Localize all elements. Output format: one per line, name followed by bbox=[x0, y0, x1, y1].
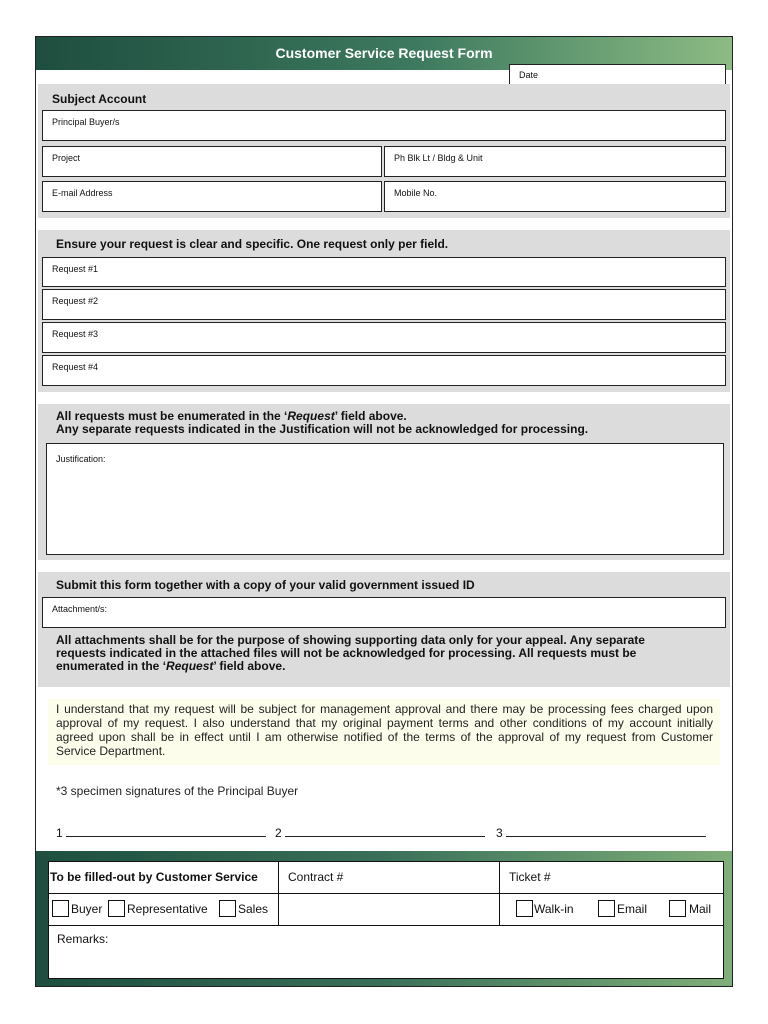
justification-label: Justification: bbox=[56, 454, 106, 464]
cs-divider-1 bbox=[278, 862, 279, 926]
principal-buyer-field[interactable] bbox=[42, 110, 726, 141]
principal-buyer-label: Principal Buyer/s bbox=[52, 117, 120, 127]
signature-1[interactable] bbox=[56, 826, 266, 840]
attachments-note-line-2: requests indicated in the attached files will not be acknowledged for processing. All requests must be bbox=[56, 646, 637, 660]
justification-field[interactable] bbox=[46, 443, 724, 555]
representative-checkbox[interactable] bbox=[108, 900, 125, 917]
signature-3-line bbox=[506, 826, 706, 837]
signature-1-number: 1 bbox=[56, 826, 63, 840]
attachments-label: Attachment/s: bbox=[52, 604, 108, 614]
form-title: Customer Service Request Form bbox=[275, 45, 493, 61]
signature-1-line bbox=[66, 826, 266, 837]
sales-label: Sales bbox=[238, 902, 269, 916]
mobile-field[interactable] bbox=[384, 181, 726, 212]
buyer-label: Buyer bbox=[71, 902, 103, 916]
agreement-text: I understand that my request will be subject for management approval and there may be processing fees charged upon approval of my request. I also understand that my original payment terms and other conditions of my account initially agreed upon shall be in effect until I am otherwise notified of the terms of the approval of my request from Customer Service Department. bbox=[56, 702, 713, 758]
date-label: Date bbox=[519, 70, 539, 80]
request-1-label: Request #1 bbox=[52, 264, 99, 274]
cs-row-divider-1 bbox=[49, 893, 723, 894]
walkin-checkbox[interactable] bbox=[516, 900, 533, 917]
customer-service-table bbox=[48, 861, 724, 979]
walkin-label: Walk-in bbox=[534, 902, 574, 916]
mail-label: Mail bbox=[689, 902, 712, 916]
unit-field[interactable] bbox=[384, 146, 726, 177]
request-2-field[interactable] bbox=[42, 289, 726, 320]
ticket-label: Ticket # bbox=[509, 870, 551, 884]
representative-label: Representative bbox=[127, 902, 208, 916]
requests-heading: Ensure your request is clear and specific. One request only per field. bbox=[56, 237, 449, 251]
cs-row-divider-2 bbox=[49, 925, 723, 926]
email-label: E-mail Address bbox=[52, 188, 113, 198]
signature-2[interactable] bbox=[275, 826, 485, 840]
specimen-note: *3 specimen signatures of the Principal Buyer bbox=[56, 784, 299, 798]
signature-3[interactable] bbox=[496, 826, 706, 840]
cs-divider-2 bbox=[499, 862, 500, 926]
remarks-label: Remarks: bbox=[57, 932, 109, 946]
attachments-field[interactable] bbox=[42, 597, 726, 628]
attachments-note bbox=[56, 634, 645, 673]
signature-3-number: 3 bbox=[496, 826, 503, 840]
project-label: Project bbox=[52, 153, 81, 163]
attachments-note-line-3: enumerated in the ‘Request’ field above. bbox=[56, 659, 286, 673]
email-checkbox[interactable] bbox=[598, 900, 615, 917]
justification-note bbox=[56, 410, 588, 436]
contract-label: Contract # bbox=[288, 870, 344, 884]
request-4-field[interactable] bbox=[42, 355, 726, 386]
request-4-label: Request #4 bbox=[52, 362, 99, 372]
signature-2-line bbox=[285, 826, 485, 837]
buyer-checkbox[interactable] bbox=[52, 900, 69, 917]
request-2-label: Request #2 bbox=[52, 296, 99, 306]
attachments-note-line-1: All attachments shall be for the purpose of showing supporting data only for your appeal. Any separate bbox=[56, 633, 645, 647]
request-3-label: Request #3 bbox=[52, 329, 99, 339]
cs-header: To be filled-out by Customer Service bbox=[50, 870, 258, 884]
justification-note-line-1: All requests must be enumerated in the ‘Request’ field above. bbox=[56, 409, 407, 423]
mail-checkbox[interactable] bbox=[669, 900, 686, 917]
mobile-label: Mobile No. bbox=[394, 188, 438, 198]
form-frame bbox=[35, 36, 733, 987]
attachments-heading: Submit this form together with a copy of your valid government issued ID bbox=[56, 578, 475, 592]
request-3-field[interactable] bbox=[42, 322, 726, 353]
email-checkbox-label: Email bbox=[617, 902, 648, 916]
request-1-field[interactable] bbox=[42, 257, 726, 287]
subject-heading: Subject Account bbox=[52, 92, 147, 106]
project-field[interactable] bbox=[42, 146, 382, 177]
email-field[interactable] bbox=[42, 181, 382, 212]
sales-checkbox[interactable] bbox=[219, 900, 236, 917]
unit-label: Ph Blk Lt / Bldg & Unit bbox=[394, 153, 483, 163]
justification-note-line-2: Any separate requests indicated in the Justification will not be acknowledged for processing. bbox=[56, 422, 589, 436]
signature-2-number: 2 bbox=[275, 826, 282, 840]
